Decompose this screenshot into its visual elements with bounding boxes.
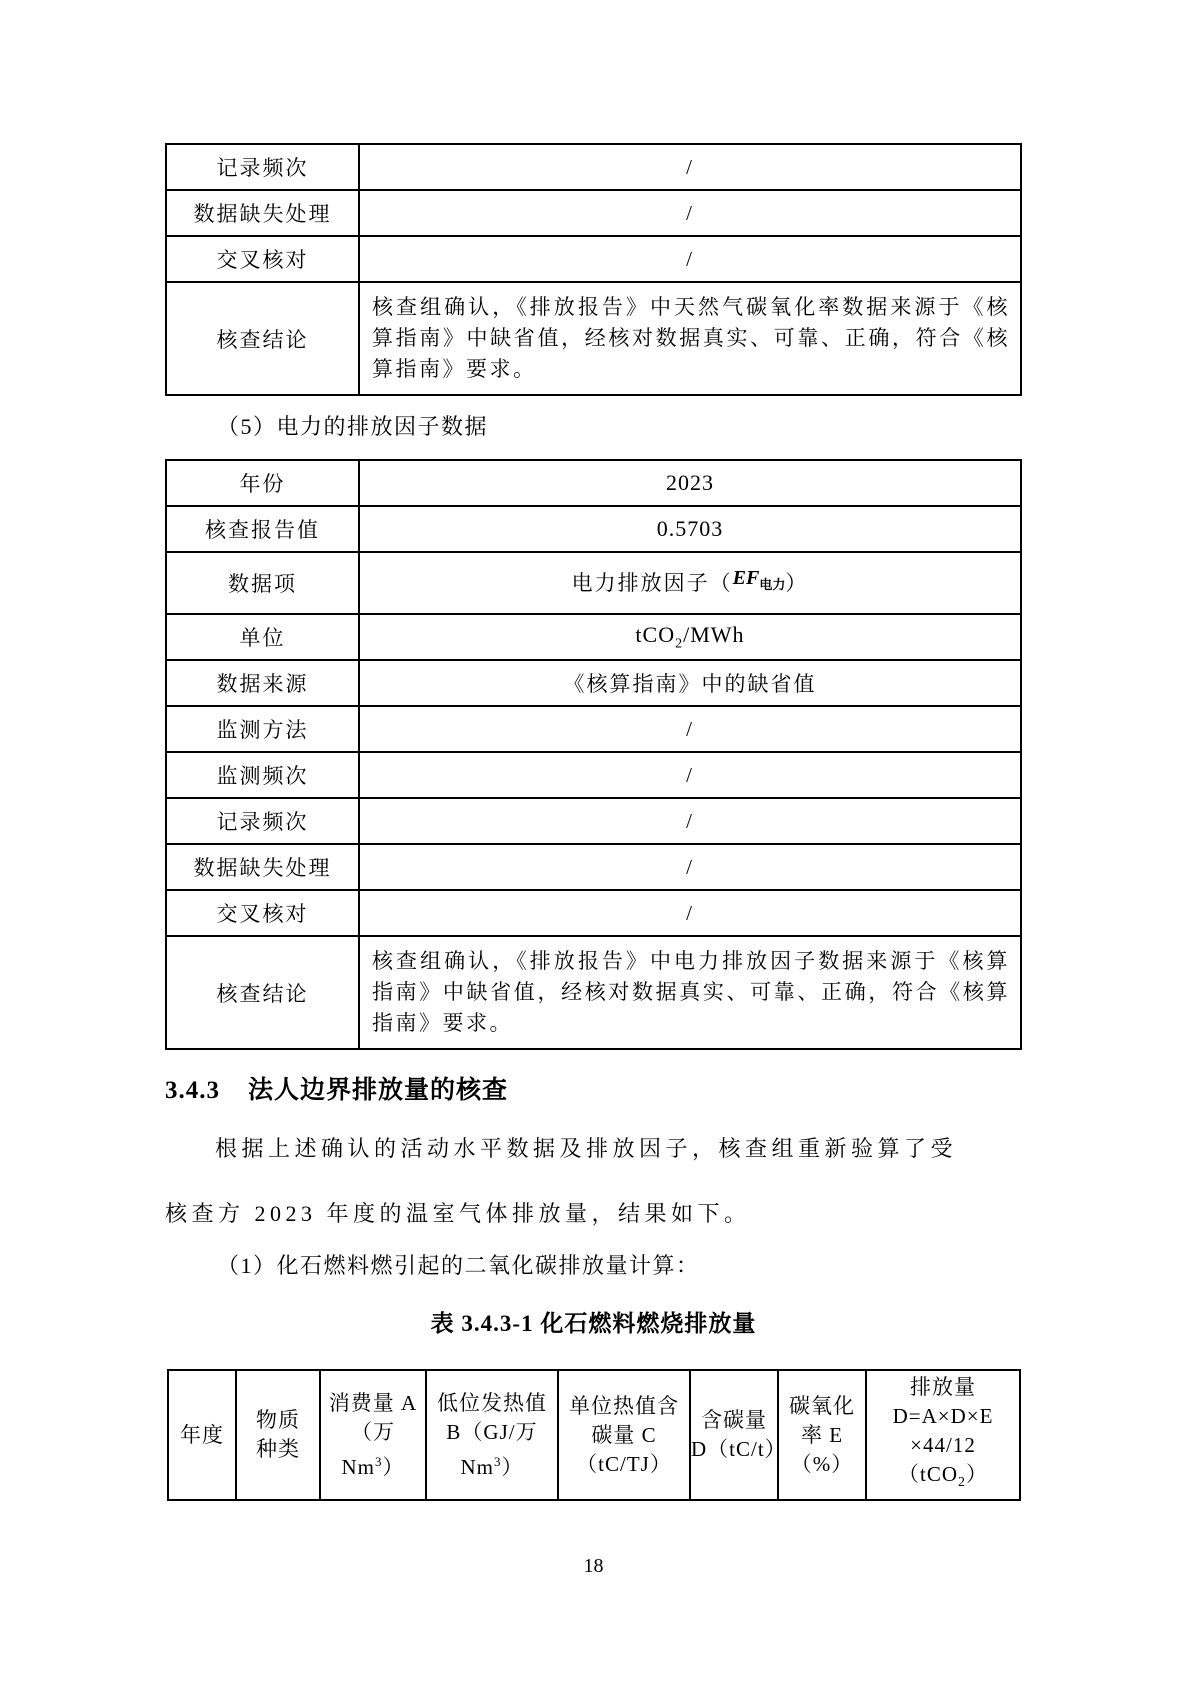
- table-row: [166, 506, 1021, 552]
- row-label: 年份: [166, 460, 359, 506]
- page-number: 18: [583, 1555, 604, 1578]
- heading-item-5: （5）电力的排放因子数据: [217, 414, 489, 439]
- row-label: 核查结论: [166, 936, 359, 1049]
- fuel-table: [167, 1369, 1021, 1501]
- header-line: 消费量 A: [328, 1390, 418, 1415]
- row-value: [359, 614, 1021, 660]
- unit-main: tCO: [635, 621, 676, 647]
- ef-label-prefix: 电力排放因子（: [571, 570, 733, 595]
- header-line: Nm$^3$）: [460, 1453, 524, 1479]
- ef-symbol-subscript: 电力: [759, 577, 786, 593]
- header-line: 物质: [256, 1408, 300, 1433]
- col-header-oxidation-rate: [778, 1370, 866, 1500]
- row-value: /: [359, 798, 1021, 844]
- table-row: [166, 552, 1021, 614]
- header-line: （tC/TJ）: [576, 1451, 672, 1476]
- table-row: [166, 706, 1021, 752]
- header-line: B（GJ/万: [446, 1419, 538, 1444]
- row-label: 交叉核对: [166, 890, 359, 936]
- col-header-consumption: [320, 1370, 426, 1500]
- table-row: [166, 460, 1021, 506]
- table-row: [166, 282, 1021, 395]
- table-row: [166, 798, 1021, 844]
- paragraph-line: 核查方 2023 年度的温室气体排放量，结果如下。: [165, 1201, 751, 1226]
- carryover-table: [165, 143, 1022, 396]
- row-label: 交叉核对: [166, 236, 359, 282]
- table-row: [166, 752, 1021, 798]
- superscript: 3: [375, 1453, 383, 1469]
- row-value: /: [359, 752, 1021, 798]
- row-label: 核查报告值: [166, 506, 359, 552]
- col-header-year: [168, 1370, 236, 1500]
- header-line: 碳量 C: [591, 1422, 657, 1447]
- row-value: /: [359, 236, 1021, 282]
- row-label: 单位: [166, 614, 359, 660]
- superscript: 3: [494, 1453, 502, 1469]
- subscript: 2: [958, 1475, 966, 1491]
- ef-label-suffix: ）: [785, 570, 809, 595]
- header-line: （%）: [790, 1451, 854, 1476]
- header-line: 碳氧化: [789, 1393, 855, 1418]
- header-line: 低位发热值: [437, 1390, 547, 1415]
- row-value: 核查组确认，《排放报告》中天然气碳氧化率数据来源于《核算指南》中缺省值，经核对数据真实、可靠、正确，符合《核算指南》要求。: [359, 282, 1021, 395]
- ef-symbol: EF: [732, 566, 760, 589]
- header-line: （万: [351, 1419, 395, 1444]
- row-value: /: [359, 706, 1021, 752]
- header-line: （tCO$_2$）: [897, 1462, 988, 1491]
- row-label: 核查结论: [166, 282, 359, 395]
- col-header-carbon-per-heat: [558, 1370, 690, 1500]
- header-line: 种类: [256, 1437, 300, 1462]
- row-label: 数据项: [166, 552, 359, 614]
- col-header-emission: [866, 1370, 1020, 1500]
- row-label: 监测频次: [166, 752, 359, 798]
- row-value: /: [359, 844, 1021, 890]
- row-value: /: [359, 144, 1021, 190]
- unit-rest: /MWh: [683, 621, 745, 647]
- row-value: 0.5703: [359, 506, 1021, 552]
- header-line: 年度: [180, 1422, 224, 1447]
- col-header-material: [236, 1370, 320, 1500]
- header-line: 单位热值含: [569, 1393, 679, 1418]
- col-header-ncv: [426, 1370, 558, 1500]
- row-label: 数据缺失处理: [166, 190, 359, 236]
- table-row: [166, 660, 1021, 706]
- row-label: 记录频次: [166, 798, 359, 844]
- table-row: [166, 890, 1021, 936]
- row-value: /: [359, 190, 1021, 236]
- row-value: [359, 552, 1021, 614]
- list-item-1: （1）化石燃料燃引起的二氧化碳排放量计算：: [217, 1253, 700, 1278]
- fuel-table-header-row: [168, 1370, 1020, 1500]
- fuel-table-title: 表 3.4.3-1 化石燃料燃烧排放量: [430, 1311, 757, 1336]
- page-content: [165, 0, 1022, 1578]
- header-line: D=A×D×E: [892, 1404, 994, 1428]
- header-line: D（tC/t）: [691, 1437, 787, 1462]
- row-label: 数据来源: [166, 660, 359, 706]
- row-label: 监测方法: [166, 706, 359, 752]
- table-row: [166, 236, 1021, 282]
- section-number: 3.4.3: [165, 1077, 220, 1104]
- header-line: 含碳量: [701, 1408, 767, 1433]
- row-value: 2023: [359, 460, 1021, 506]
- row-value: 《核算指南》中的缺省值: [359, 660, 1021, 706]
- header-line: ×44/12: [910, 1433, 976, 1457]
- paragraph-line: 根据上述确认的活动水平数据及排放因子，核查组重新验算了受: [215, 1136, 958, 1161]
- table-row: [166, 190, 1021, 236]
- row-label: 数据缺失处理: [166, 844, 359, 890]
- section-heading: [165, 1074, 1022, 1108]
- header-line: 排放量: [910, 1375, 976, 1399]
- row-value: 核查组确认，《排放报告》中电力排放因子数据来源于《核算指南》中缺省值，经核对数据真实、可靠、正确，符合《核算指南》要求。: [359, 936, 1021, 1049]
- header-line: Nm$^3$）: [341, 1453, 405, 1479]
- ef-formula: [733, 565, 786, 593]
- section-title: 法人边界排放量的核查: [248, 1077, 509, 1104]
- row-value: /: [359, 890, 1021, 936]
- electricity-ef-table: [165, 459, 1022, 1050]
- table-row: [166, 614, 1021, 660]
- table-row: [166, 844, 1021, 890]
- header-line: 率 E: [800, 1422, 844, 1447]
- unit-subscript: 2: [675, 636, 684, 652]
- table-row: [166, 936, 1021, 1049]
- table-row: [166, 144, 1021, 190]
- col-header-carbon-content: [690, 1370, 787, 1500]
- row-label: 记录频次: [166, 144, 359, 190]
- body-paragraph: [165, 1116, 1022, 1246]
